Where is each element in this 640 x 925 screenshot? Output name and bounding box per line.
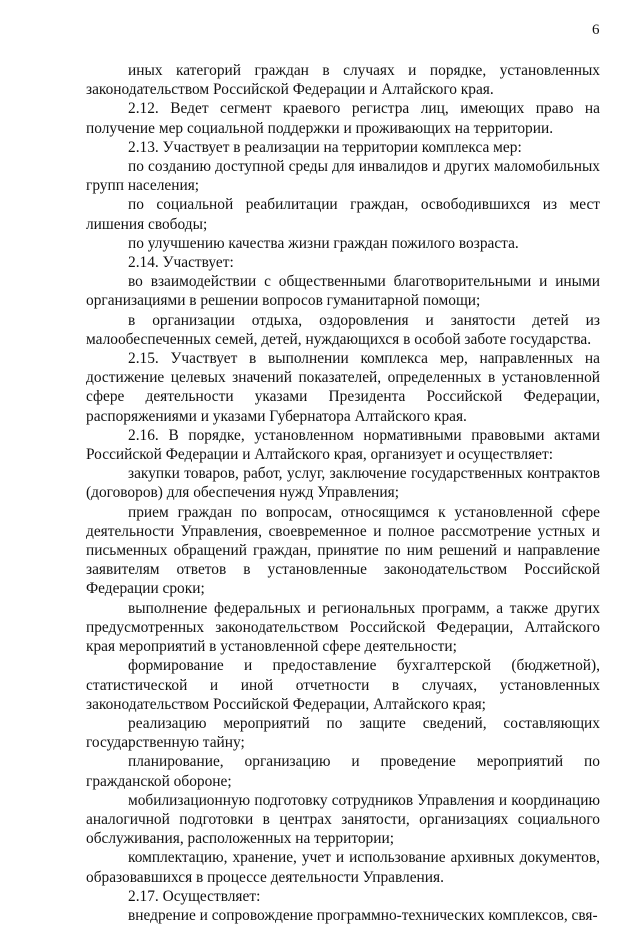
paragraph-16: реализацию мероприятий по защите сведений, составляющих государственную тайну; bbox=[86, 714, 600, 752]
paragraph-7: 2.14. Участвует: bbox=[128, 254, 234, 272]
paragraph-9: в организации отдыха, оздоровления и занятости детей из малообеспеченных семей, детей, нуждающихся в особой заботе государства. bbox=[86, 311, 600, 348]
paragraph-11: 2.16. В порядке, установленном нормативными правовыми актами Российской Федерации и Алтайского края, организует и осуществляет: bbox=[86, 426, 600, 464]
paragraph-15: формирование и предоставление бухгалтерской (бюджетной), статистической и иной отчетности в случаях, установленных законодательством Российской Федерации, Алтайского края; bbox=[86, 657, 600, 713]
document-body bbox=[86, 61, 600, 925]
paragraph-5: по социальной реабилитации граждан, освободившихся из мест лишения свободы; bbox=[86, 196, 600, 233]
paragraph-12: закупки товаров, работ, услуг, заключение государственных контрактов (договоров) для обеспечения нужд Управления; bbox=[86, 465, 600, 502]
paragraph-14: выполнение федеральных и региональных программ, а также других предусмотренных законодательством Российской Федерации, Алтайского края мероприятий в установленной сфере деятельности; bbox=[86, 599, 600, 656]
paragraph-6: по улучшению качества жизни граждан пожилого возраста. bbox=[128, 234, 519, 252]
paragraph-18: мобилизационную подготовку сотрудников Управления и координацию аналогичной подготовки в центрах занятости, организациях социального обслуживания, расположенных на территории; bbox=[86, 791, 600, 848]
paragraph-3: 2.13. Участвует в реализации на территории комплекса мер: bbox=[128, 138, 522, 156]
paragraph-20: 2.17. Осуществляет: bbox=[128, 887, 261, 905]
paragraph-13: прием граждан по вопросам, относящимся к установленной сфере деятельности Управления, своевременное и полное рассмотрение устных и письменных обращений граждан, принятие по ним решений и направление заявителям ответов в установленные законодательством Российской Федерации сроки; bbox=[86, 503, 600, 598]
paragraph-10: 2.15. Участвует в выполнении комплекса мер, направленных на достижение целевых значений показателей, определенных в установленной сфере деятельности указами Президента Российской Федерации, распоряжениями и указами Губернатора Алтайского края. bbox=[86, 350, 600, 425]
paragraph-8: во взаимодействии с общественными благотворительными и иными организациями в решении вопросов гуманитарной помощи; bbox=[86, 273, 600, 310]
paragraph-1: иных категорий граждан в случаях и порядке, установленных законодательством Российской Федерации и Алтайского края. bbox=[86, 62, 600, 99]
paragraph-4: по созданию доступной среды для инвалидов и других маломобильных групп населения; bbox=[86, 158, 600, 195]
paragraph-19: комплектацию, хранение, учет и использование архивных документов, образовавшихся в процессе деятельности Управления. bbox=[86, 849, 600, 886]
paragraph-17: планирование, организацию и проведение мероприятий по гражданской обороне; bbox=[86, 753, 600, 790]
paragraph-21: внедрение и сопровождение программно-технических комплексов, свя- bbox=[128, 906, 598, 924]
paragraph-2: 2.12. Ведет сегмент краевого регистра лиц, имеющих право на получение мер социальной поддержки и проживающих на территории. bbox=[86, 100, 600, 137]
page-number: 6 bbox=[592, 22, 600, 38]
